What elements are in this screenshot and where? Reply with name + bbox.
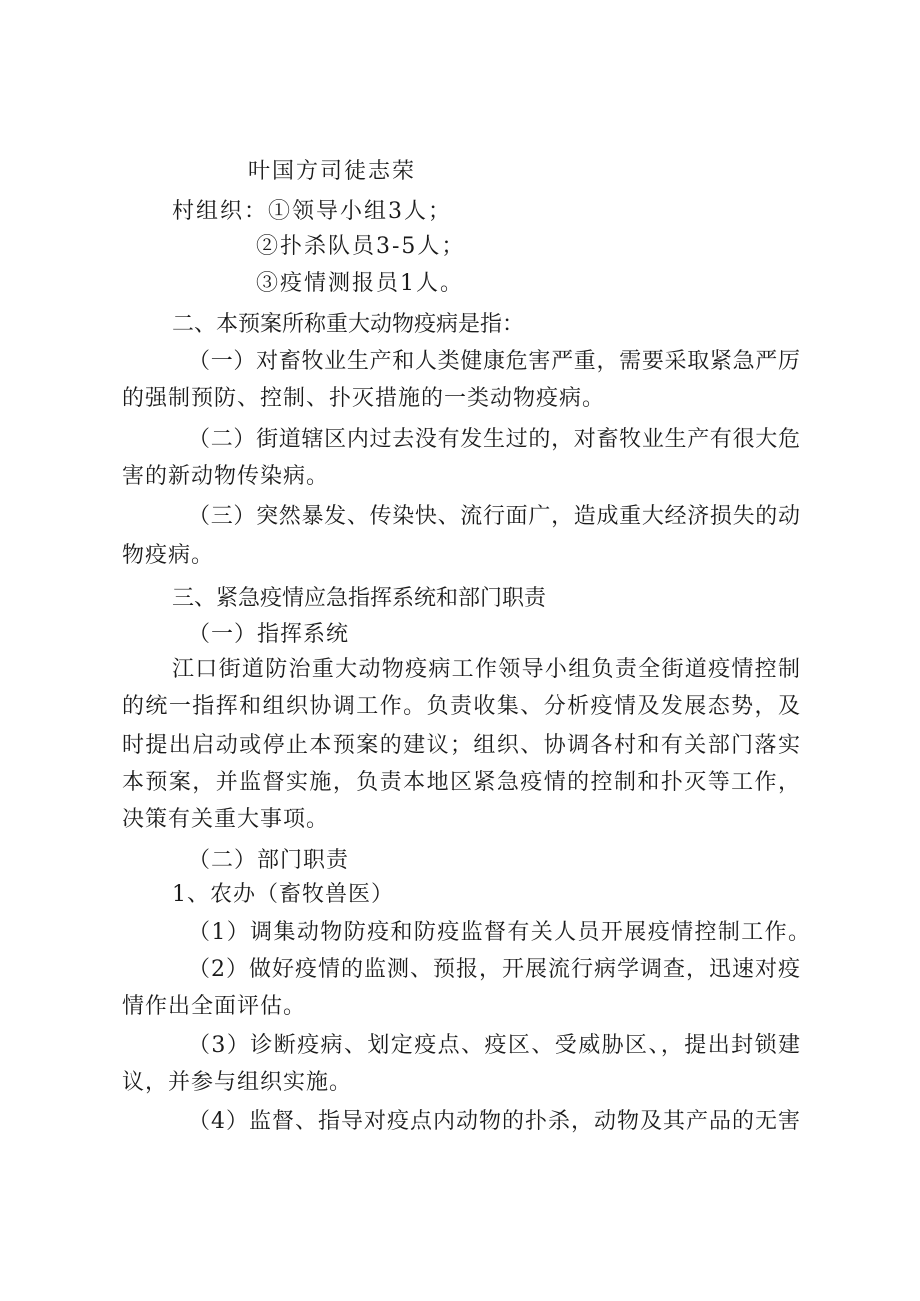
- text-line-10: （三）突然暴发、传染快、流行面广，造成重大经济损失的动: [188, 504, 800, 529]
- text-line-14: 江口街道防治重大动物疫病工作领导小组负责全街道疫情控制: [172, 657, 800, 682]
- subsection-heading-command: （一）指挥系统: [188, 622, 350, 647]
- subsection-heading-duties: （二）部门职责: [188, 848, 350, 873]
- text-line-1: 叶国方司徒志荣: [248, 159, 417, 184]
- section-heading-2: 二、本预案所称重大动物疫病是指：: [172, 312, 525, 337]
- text-line-25: 议，并参与组织实施。: [122, 1070, 353, 1095]
- text-line-15: 的统一指挥和组织协调工作。负责收集、分析疫情及发展态势，及: [122, 694, 800, 719]
- text-line-24: （3）诊断疫病、划定疫点、疫区、受威胁区、，提出封锁建: [188, 1033, 800, 1058]
- section-heading-3: 三、紧急疫情应急指挥系统和部门职责: [172, 586, 547, 611]
- text-line-8: （二）街道辖区内过去没有发生过的，对畜牧业生产有很大危: [188, 427, 800, 452]
- item-heading-agriculture: 1、农办（畜牧兽医）: [172, 882, 394, 907]
- text-line-16: 时提出启动或停止本预案的建议；组织、协调各村和有关部门落实: [122, 733, 800, 758]
- text-line-18: 决策有关重大事项。: [122, 807, 330, 832]
- text-line-9: 害的新动物传染病。: [122, 464, 330, 489]
- text-line-3: ②扑杀队员3-5人；: [256, 234, 466, 259]
- text-line-23: 情作出全面评估。: [122, 994, 307, 1019]
- text-line-4: ③疫情测报员1人。: [256, 271, 464, 296]
- text-line-7: 的强制预防、控制、扑灭措施的一类动物疫病。: [122, 386, 606, 411]
- text-line-26: （4）监督、指导对疫点内动物的扑杀，动物及其产品的无害: [188, 1109, 800, 1134]
- text-line-11: 物疫病。: [122, 543, 215, 568]
- text-line-17: 本预案，并监督实施，负责本地区紧急疫情的控制和扑灭等工作，: [122, 770, 800, 795]
- text-line-21: （1）调集动物防疫和防疫监督有关人员开展疫情控制工作。: [188, 920, 810, 945]
- text-line-22: （2）做好疫情的监测、预报，开展流行病学调查，迅速对疫: [188, 957, 800, 982]
- text-line-6: （一）对畜牧业生产和人类健康危害严重，需要采取紧急严厉: [188, 349, 800, 374]
- text-line-2: 村组织：①领导小组3人；: [172, 199, 452, 224]
